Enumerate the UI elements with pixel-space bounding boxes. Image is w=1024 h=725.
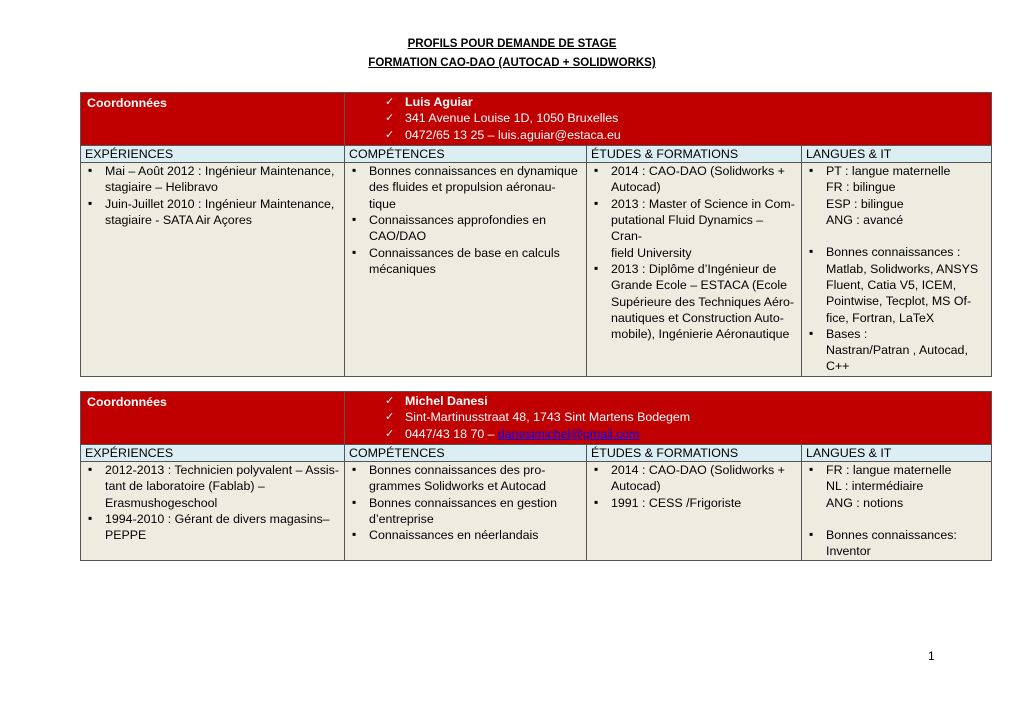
list-item: ▪ Connaissances de base en calculs mécaniques [349, 245, 582, 278]
list-item: ▪ Bonnes connaissances : Matlab, Solidworks, ANSYS Fluent, Catia V5, ICEM, Pointwise, Tecplot, MS Of- fice, Fortran, LaTeX [806, 244, 987, 325]
page-number: 1 [928, 649, 935, 663]
list-item: ▪ Bases : Nastran/Patran , Autocad, C++ [806, 326, 987, 375]
list-item: ▪ Bonnes connaissances en gestion d’entreprise [349, 495, 582, 528]
list-item: ▪ Mai – Août 2012 : Ingénieur Maintenance, stagiaire – Helibravo [85, 163, 340, 196]
list-item: ▪ FR : langue maternelle NL : intermédiaire ANG : notions [806, 462, 987, 511]
profile-table-2 [80, 391, 992, 561]
profile-name: ✓ Michel Danesi [385, 393, 991, 409]
list-item: ▪ 1994-2010 : Gérant de divers magasins– PEPPE [85, 511, 340, 544]
email-link[interactable]: danesimichel@gmail.com [498, 426, 640, 441]
column-header-competences: COMPÉTENCES [345, 444, 587, 461]
list-item: ▪ Bonnes connaissances des pro- grammes Solidworks et Autocad [349, 462, 582, 495]
column-header-experiences: EXPÉRIENCES [81, 145, 345, 162]
list-item: ▪ 2013 : Diplôme d’Ingénieur de Grande Ecole – ESTACA (Ecole Supérieure des Techniques Aéro- nautiques et Construction Auto- mobile), Ingénierie Aéronautique [591, 261, 797, 342]
list-item: ▪ 2012-2013 : Technicien polyvalent – Assis- tant de laboratoire (Fablab) – Erasmushogeschool [85, 462, 340, 511]
experiences-cell [81, 163, 345, 377]
competences-cell [345, 462, 587, 560]
contact-info [345, 93, 992, 146]
profile-contact: ✓ 0447/43 18 70 – danesimichel@gmail.com [385, 426, 991, 442]
list-item: ▪ 2014 : CAO-DAO (Solidworks + Autocad) [591, 462, 797, 495]
profile-contact: ✓ 0472/65 13 25 – luis.aguiar@estaca.eu [385, 127, 991, 143]
column-header-competences: COMPÉTENCES [345, 145, 587, 162]
profile-name: ✓ Luis Aguiar [385, 94, 991, 110]
coordonnees-label: Coordonnées [81, 93, 345, 146]
list-item: ▪ Connaissances approfondies en CAO/DAO [349, 212, 582, 245]
column-header-langues: LANGUES & IT [802, 145, 992, 162]
list-item: ▪ Bonnes connaissances: Inventor [806, 527, 987, 560]
column-header-etudes: ÉTUDES & FORMATIONS [587, 145, 802, 162]
profile-table-1 [80, 92, 992, 377]
profile-address: ✓ Sint-Martinusstraat 48, 1743 Sint Martens Bodegem [385, 409, 991, 425]
list-item: ▪ Connaissances en néerlandais [349, 527, 582, 543]
document-subtitle: FORMATION CAO-DAO (AUTOCAD + SOLIDWORKS) [368, 57, 656, 69]
contact-info [345, 392, 992, 445]
list-item: ▪ 1991 : CESS /Frigoriste [591, 495, 797, 511]
experiences-cell [81, 462, 345, 560]
langues-cell [802, 163, 992, 377]
column-header-experiences: EXPÉRIENCES [81, 444, 345, 461]
list-item: ▪ Juin-Juillet 2010 : Ingénieur Maintenance, stagiaire - SATA Air Açores [85, 196, 340, 229]
spacer [806, 511, 987, 527]
document-title: PROFILS POUR DEMANDE DE STAGE [407, 38, 617, 50]
list-item: ▪ 2013 : Master of Science in Com- putational Fluid Dynamics – Cran- field University [591, 196, 797, 261]
column-header-etudes: ÉTUDES & FORMATIONS [587, 444, 802, 461]
list-item: ▪ 2014 : CAO-DAO (Solidworks + Autocad) [591, 163, 797, 196]
etudes-cell [587, 462, 802, 560]
list-item: ▪ PT : langue maternelle FR : bilingue ESP : bilingue ANG : avancé [806, 163, 987, 228]
langues-cell [802, 462, 992, 560]
etudes-cell [587, 163, 802, 377]
spacer [806, 228, 987, 244]
coordonnees-label: Coordonnées [81, 392, 345, 445]
column-header-langues: LANGUES & IT [802, 444, 992, 461]
list-item: ▪ Bonnes connaissances en dynamique des fluides et propulsion aéronau- tique [349, 163, 582, 212]
profile-address: ✓ 341 Avenue Louise 1D, 1050 Bruxelles [385, 110, 991, 126]
competences-cell [345, 163, 587, 377]
